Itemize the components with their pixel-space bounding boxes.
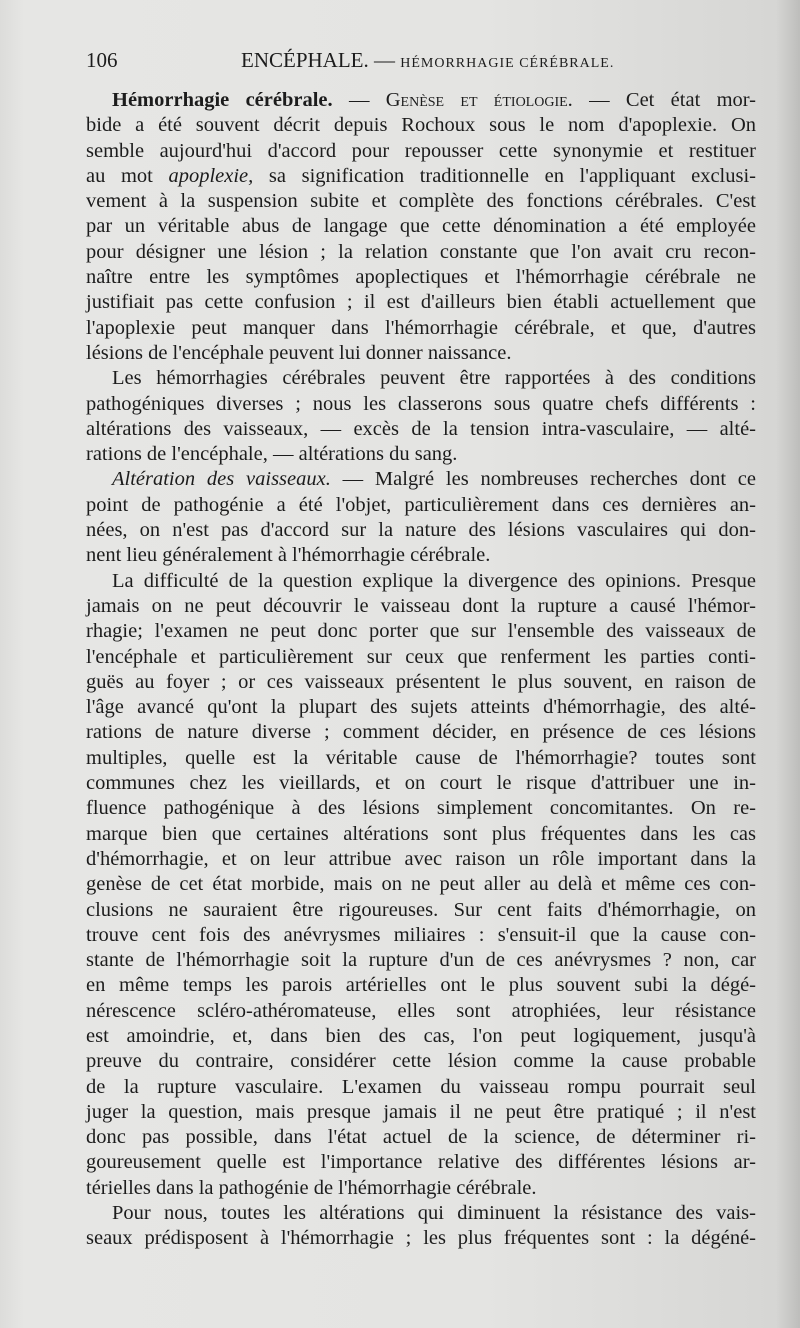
text-line: trouve cent fois des anévrysmes miliaires : s'ensuit-il que la cause con- <box>86 923 756 946</box>
text-line: goureusement quelle est l'importance relative des différentes lésions ar- <box>86 1151 756 1174</box>
section-subtitle: Genèse et étiologie. <box>385 89 573 111</box>
text-line: juger la question, mais presque jamais il ne peut être pratiqué ; il n'est <box>86 1100 756 1123</box>
text-line: de la rupture vasculaire. L'examen du vaisseau rompu pourrait seul <box>86 1075 756 1098</box>
italic-term: apoplexie, <box>168 164 254 187</box>
text-line: l'encéphale et particulièrement sur ceux que renferment les parties conti- <box>86 645 756 668</box>
text-line: marque bien que certaines altérations sont plus fréquentes dans les cas <box>86 822 756 845</box>
text-span: sa signification traditionnelle en l'appliquant exclusi- <box>253 164 756 187</box>
text-span: — Cet état mor- <box>572 89 757 111</box>
section-title: Hémorrhagie cérébrale. <box>112 89 333 111</box>
text-line <box>86 467 756 492</box>
text-line: point de pathogénie a été l'objet, particulièrement dans ces dernières an- <box>86 493 756 516</box>
text-line: genèse de cet état morbide, mais on ne peut aller au delà et même ces con- <box>86 873 756 896</box>
running-head-sub: HÉMORRHAGIE CÉRÉBRALE. <box>400 56 615 71</box>
text-line: donc pas possible, dans l'état actuel de la science, de déterminer ri- <box>86 1126 756 1149</box>
text-line: rations de nature diverse ; comment décider, en présence de ces lésions <box>86 721 756 744</box>
text-line <box>86 164 756 189</box>
text-line: pathogéniques diverses ; nous les classerons sous quatre chefs différents : <box>86 392 756 415</box>
text-line: Pour nous, toutes les altérations qui diminuent la résistance des vais- <box>112 1202 756 1225</box>
text-line: multiples, quelle est la véritable cause de l'hémorrhagie? toutes sont <box>86 746 756 769</box>
text-line: communes chez les vieillards, et on court le risque d'attribuer une in- <box>86 772 756 795</box>
text-line: en même temps les parois artérielles ont le plus souvent subi la dégé- <box>86 974 756 997</box>
text-line: l'âge avancé qu'ont la plupart des sujets atteints d'hémorrhagie, des alté- <box>86 696 756 719</box>
text-line: est amoindrie, et, dans bien des cas, l'on peut logiquement, jusqu'à <box>86 1024 756 1047</box>
page-header <box>86 48 756 76</box>
text-line <box>86 88 756 113</box>
text-line: seaux prédisposent à l'hémorrhagie ; les plus fréquentes sont : la dégéné- <box>86 1227 756 1250</box>
text-line: Les hémorrhagies cérébrales peuvent être rapportées à des conditions <box>112 367 756 390</box>
page-number: 106 <box>86 48 118 72</box>
running-head-main: ENCÉPHALE. — <box>241 48 395 72</box>
text-line: naître entre les symptômes apoplectiques et l'hémorrhagie cérébrale ne <box>86 266 756 289</box>
text-line: rations de l'encéphale, — altérations du sang. <box>86 443 458 466</box>
text-line: nent lieu généralement à l'hémorrhagie cérébrale. <box>86 544 491 567</box>
text-line: La difficulté de la question explique la divergence des opinions. Presque <box>112 569 756 592</box>
text-line: par un véritable abus de langage que cette dénomination a été employée <box>86 215 756 238</box>
text-span: — Malgré les nombreuses recherches dont ce <box>330 468 757 491</box>
text-line: pour désigner une lésion ; la relation constante que l'on avait cru recon- <box>86 240 756 263</box>
text-line: stante de l'hémorrhagie soit la rupture d'un de ces anévrysmes ? non, car <box>86 949 756 972</box>
text-line: clusions ne sauraient être rigoureuses. Sur cent faits d'hémorrhagie, on <box>86 898 756 921</box>
text-line: l'apoplexie peut manquer dans l'hémorrhagie cérébrale, et que, d'autres <box>86 316 756 339</box>
text-line: guës au foyer ; or ces vaisseaux présentent le plus souvent, en raison de <box>86 670 756 693</box>
text-line: justifiait pas cette confusion ; il est d'ailleurs bien établi actuellement que <box>86 291 756 314</box>
text-span: au mot <box>86 164 169 187</box>
text-line: térielles dans la pathogénie de l'hémorrhagie cérébrale. <box>86 1176 537 1199</box>
text-line: lésions de l'encéphale peuvent lui donner naissance. <box>86 341 512 364</box>
section-dash: — <box>332 89 386 111</box>
text-line: vement à la suspension subite et complète des fonctions cérébrales. C'est <box>86 190 756 213</box>
text-line: nées, on n'est pas d'accord sur la nature des lésions vasculaires qui don- <box>86 519 756 542</box>
text-line: bide a été souvent décrit depuis Rochoux sous le nom d'apoplexie. On <box>86 114 756 137</box>
text-line: rhagie; l'examen ne peut donc porter que sur l'ensemble des vaisseaux de <box>86 620 756 643</box>
body-text <box>86 88 756 1252</box>
text-line: fluence pathogénique à des lésions simplement concomitantes. On re- <box>86 797 756 820</box>
text-line: d'hémorrhagie, et on leur attribue avec raison un rôle important dans la <box>86 847 756 870</box>
text-line: semble aujourd'hui d'accord pour repousser cette synonymie et restituer <box>86 139 756 162</box>
text-line: preuve du contraire, considérer cette lésion comme la cause probable <box>86 1050 756 1073</box>
subsection-title: Altération des vaisseaux. <box>112 468 331 491</box>
text-line: nérescence scléro-athéromateuse, elles sont atrophiées, leur résistance <box>86 999 756 1022</box>
running-head <box>241 48 614 73</box>
text-line: jamais on ne peut découvrir le vaisseau dont la rupture a causé l'hémor- <box>86 594 756 617</box>
text-line: altérations des vaisseaux, — excès de la tension intra-vasculaire, — alté- <box>86 417 756 440</box>
